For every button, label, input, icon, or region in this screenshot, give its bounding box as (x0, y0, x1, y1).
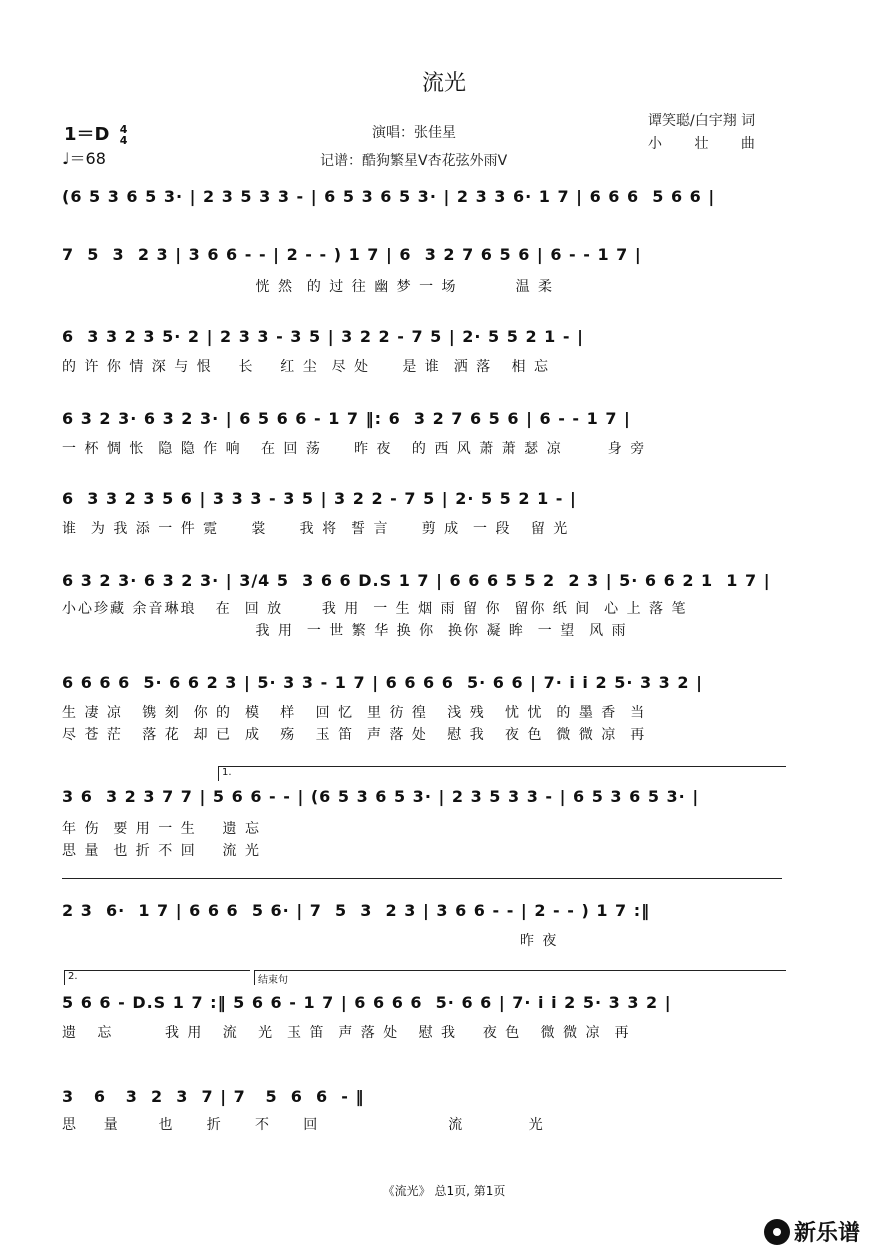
lyrics-row-7a: 生 凄 凉 镌 刻 你 的 模 样 回 忆 里 彷 徨 浅 残 忧 忧 的 墨 香 当 (62, 705, 647, 721)
record-disc-icon (764, 1219, 790, 1245)
site-logo (764, 1216, 860, 1247)
lyrics-row-6a: 小心珍藏 余音琳琅 在 回 放 我 用 一 生 烟 雨 留 你 留你 纸 间 心 上 落 笔 (62, 601, 688, 617)
lyrics-row-4: 一 杯 惆 怅 隐 隐 作 响 在 回 荡 昨 夜 的 西 风 萧 萧 瑟 凉 身 旁 (62, 441, 647, 457)
score-row-6: 6 3 2 3· 6 3 2 3· | 3/4 5 3 6 6 D.S 1 7 | 6 6 6 5 5 2 2 3 | 5· 6 6 2 1 1 7 | (62, 570, 771, 590)
score-row-10: 5 6 6 - D.S 1 7 :‖ 5 6 6 - 1 7 | 6 6 6 6 5· 6 6 | 7· i i 2 5· 3 3 2 | (62, 992, 672, 1012)
singer-credit: 演唱：张佳星 (372, 125, 456, 141)
lyrics-row-2: 恍 然 的 过 往 幽 梦 一 场 温 柔 (62, 279, 555, 295)
lyrics-row-5: 谁 为 我 添 一 件 霓 裳 我 将 誓 言 剪 成 一 段 留 光 (62, 521, 570, 537)
lyrics-row-8a: 年 伤 要 用 一 生 遗 忘 (62, 821, 261, 837)
score-row-11: 3 6 3 2 3 7 | 7 5 6 6 - ‖ (62, 1086, 365, 1106)
score-row-7: 6 6 6 6 5· 6 6 2 3 | 5· 3 3 - 1 7 | 6 6 6 6 5· 6 6 | 7· i i 2 5· 3 3 2 | (62, 672, 703, 692)
ending-phrase-bracket: 结束句 (254, 970, 786, 985)
transcriber-credit: 记谱：酷狗繁星V杏花弦外雨V (320, 153, 508, 169)
score-row-3: 6 3 3 2 3 5· 2 | 2 3 3 - 3 5 | 3 2 2 - 7 5 | 2· 5 5 2 1 - | (62, 326, 584, 346)
lyrics-row-7b: 尽 苍 茫 落 花 却 已 成 殇 玉 笛 声 落 处 慰 我 夜 色 微 微 凉 再 (62, 727, 647, 743)
score-row-5: 6 3 3 2 3 5 6 | 3 3 3 - 3 5 | 3 2 2 - 7 5 | 2· 5 5 2 1 - | (62, 488, 577, 508)
lyrics-row-8b: 思 量 也 折 不 回 流 光 (62, 843, 261, 859)
page-footer: 《流光》 总1页, 第1页 (382, 1184, 506, 1198)
volta-1-continuation (62, 878, 782, 879)
score-row-4: 6 3 2 3· 6 3 2 3· | 6 5 6 6 - 1 7 ‖: 6 3 2 7 6 5 6 | 6 - - 1 7 | (62, 408, 631, 428)
lyrics-row-9: 昨 夜 (62, 933, 559, 949)
score-row-9: 2 3 6· 1 7 | 6 6 6 5 6· | 7 5 3 2 3 | 3 6 6 - - | 2 - - ) 1 7 :‖ (62, 900, 651, 920)
key-label: 1＝D (64, 124, 110, 145)
time-signature (120, 124, 128, 146)
logo-text: 新乐谱 (794, 1221, 861, 1246)
tempo-marking: ♩＝68 (62, 149, 106, 168)
time-bottom: 4 (119, 134, 128, 147)
score-row-1: (6 5 3 6 5 3· | 2 3 5 3 3 - | 6 5 3 6 5 3· | 2 3 3 6· 1 7 | 6 6 6 5 6 6 | (62, 186, 716, 206)
lyrics-row-6b: 我 用 一 世 繁 华 换 你 换你 凝 眸 一 望 风 雨 (62, 623, 628, 639)
lyrics-row-11: 思 量 也 折 不 回 流 光 (62, 1117, 545, 1133)
composer-credit: 小 壮 曲 (648, 136, 755, 152)
score-row-2: 7 5 3 2 3 | 3 6 6 - - | 2 - - ) 1 7 | 6 3 2 7 6 5 6 | 6 - - 1 7 | (62, 244, 642, 264)
lyricist-credit: 谭笑聪/白宇翔 词 (648, 113, 756, 129)
key-signature (64, 120, 127, 146)
volta-2: 2. (64, 970, 250, 985)
time-top: 4 (119, 123, 128, 136)
page-title: 流光 (421, 71, 466, 96)
lyrics-row-10: 遗 忘 我 用 流 光 玉 笛 声 落 处 慰 我 夜 色 微 微 凉 再 (62, 1025, 631, 1041)
volta-1: 1. (218, 766, 786, 781)
score-row-8: 3 6 3 2 3 7 7 | 5 6 6 - - | (6 5 3 6 5 3· | 2 3 5 3 3 - | 6 5 3 6 5 3· | (62, 786, 700, 806)
lyrics-row-3: 的 许 你 情 深 与 恨 长 红 尘 尽 处 是 谁 洒 落 相 忘 (62, 359, 550, 375)
